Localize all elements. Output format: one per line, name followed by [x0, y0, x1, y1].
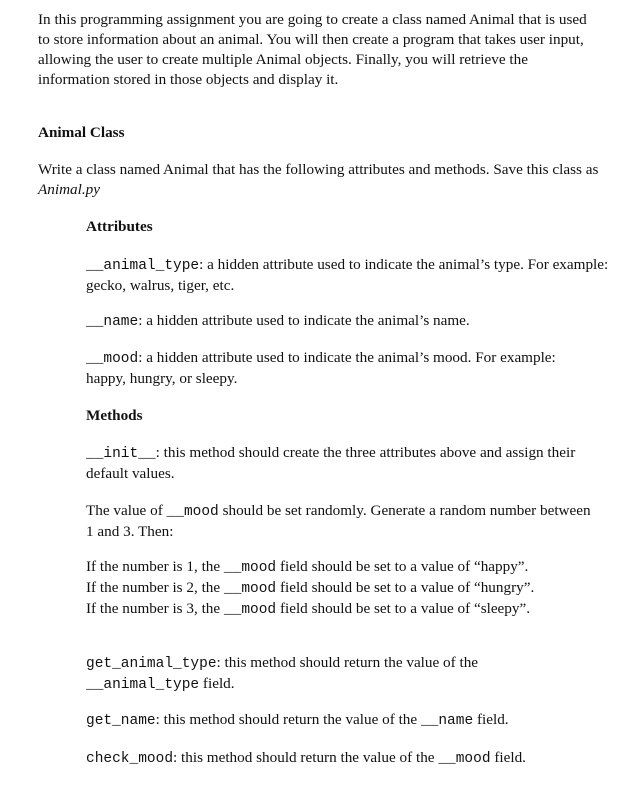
- text: The value of: [86, 502, 167, 519]
- method-code: get_animal_type: [86, 656, 217, 672]
- code: __mood: [223, 602, 277, 618]
- text: field should be set to a value of “sleepy”.: [276, 600, 531, 617]
- attribute-code: __animal_type: [86, 258, 200, 274]
- text: field should be set to a value of “happy”.: [276, 558, 529, 575]
- rule-1: [86, 557, 616, 578]
- attribute-name: [86, 311, 616, 332]
- method-code: get_name: [86, 713, 156, 729]
- attribute-text: : a hidden attribute used to indicate the animal’s type. For example: gecko, walrus, tiger, etc.: [86, 256, 609, 294]
- section-paragraph: [38, 160, 613, 200]
- mood-rules: [86, 557, 616, 620]
- method-get-name: [86, 710, 616, 731]
- text: field.: [490, 749, 526, 766]
- method-text: : this method should create the three attributes above and assign their default values.: [86, 444, 576, 482]
- text: If the number is 3, the: [86, 600, 224, 617]
- code: __name: [420, 713, 474, 729]
- method-code: check_mood: [86, 751, 174, 767]
- code: __animal_type: [86, 677, 200, 693]
- code: __mood: [438, 751, 491, 767]
- method-check-mood: [86, 748, 616, 769]
- method-init: [86, 443, 616, 484]
- text: If the number is 2, the: [86, 579, 224, 596]
- intro-paragraph: In this programming assignment you are going to create a class named Animal that is used to store information about an animal. You will then create a program that takes user input, allowing the user to create multiple Animal objects. Finally, you will retrieve the information stored in those objects and display it.: [38, 11, 587, 88]
- attribute-code: __name: [86, 314, 139, 330]
- method-code: __init__: [86, 446, 156, 462]
- text: : this method should return the value of the: [173, 749, 439, 766]
- text: field.: [199, 675, 235, 692]
- attribute-code: __mood: [86, 351, 139, 367]
- text: : this method should return the value of the: [216, 654, 479, 671]
- attribute-mood: [86, 348, 566, 389]
- text: field.: [473, 711, 509, 728]
- attribute-text: : a hidden attribute used to indicate the animal’s mood. For example: happy, hungry, or sleepy.: [86, 349, 556, 387]
- attribute-animal-type: [86, 255, 616, 296]
- section-title: Animal Class: [38, 124, 125, 141]
- text: field should be set to a value of “hungry”.: [276, 579, 535, 596]
- code: __mood: [223, 581, 277, 597]
- text: If the number is 1, the: [86, 558, 224, 575]
- section-file: Animal.py: [38, 181, 101, 198]
- code: __mood: [166, 504, 219, 520]
- attribute-text: : a hidden attribute used to indicate the animal’s name.: [138, 312, 470, 329]
- text: : this method should return the value of the: [155, 711, 421, 728]
- code: __mood: [223, 560, 277, 576]
- methods-heading: Methods: [86, 407, 143, 424]
- method-get-animal-type: [86, 653, 546, 695]
- section-text: Write a class named Animal that has the following attributes and methods. Save this class as: [38, 161, 599, 178]
- rule-3: [86, 599, 616, 620]
- rule-2: [86, 578, 616, 599]
- text: should be set randomly. Generate a random number between 1 and 3. Then:: [86, 502, 591, 540]
- attributes-heading: Attributes: [86, 218, 153, 235]
- mood-paragraph: [86, 501, 601, 542]
